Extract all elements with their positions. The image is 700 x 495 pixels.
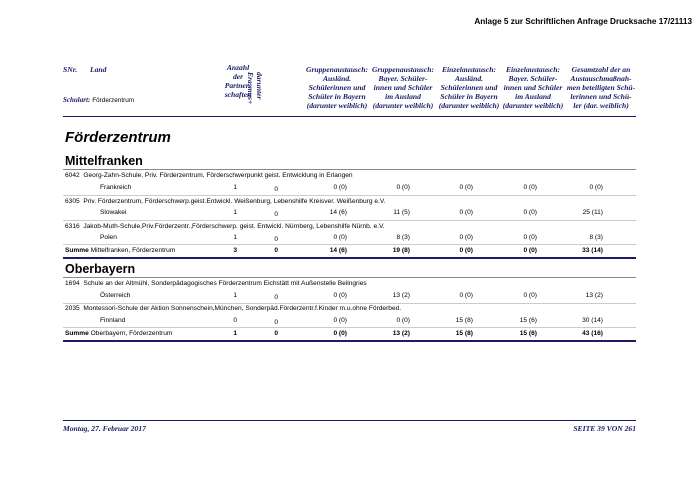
partner-count: 1 <box>233 292 237 299</box>
country-row: Österreich <box>100 292 131 299</box>
header-line: Gruppenaustausch: <box>305 65 369 74</box>
region-divider <box>63 169 636 170</box>
value-cell: 15 (8) <box>455 317 473 324</box>
school-name: Schule an der Altmühl, Sonderpädagogisches Förderzentrum Eichstätt mit Außenstelle Beilngries <box>83 280 367 287</box>
sum-divider <box>63 340 636 342</box>
schulart-label: Schulart: <box>63 96 91 104</box>
sum-value: 0 (0) <box>333 330 347 337</box>
row-divider <box>63 303 636 304</box>
erasmus-count: 0 <box>274 211 278 218</box>
header-line: Schüler in Bayern <box>440 92 498 101</box>
sum-value: 0 (0) <box>523 247 537 254</box>
header-line: Austauschmaßnah- <box>570 74 632 83</box>
header-schulart <box>63 96 134 104</box>
value-cell: 8 (3) <box>589 234 603 241</box>
value-cell: 14 (6) <box>329 209 347 216</box>
header-line: Gesamtzahl der an <box>571 65 631 74</box>
value-cell: 0 (0) <box>333 317 347 324</box>
value-cell: 15 (6) <box>519 317 537 324</box>
school-id: 1694 <box>65 280 80 287</box>
school-name: Georg-Zahn-Schule, Priv. Förderzentrum, Förderschwerpunkt geist. Entwicklung in Erlangen <box>83 172 353 179</box>
sum-value: 43 (16) <box>582 330 603 337</box>
header-line: Einzelaustausch: <box>505 65 561 74</box>
header-erasmus-line: Erasmus+ <box>246 72 255 105</box>
header-erasmus-line: darunter <box>255 72 264 100</box>
footer-divider <box>63 420 636 421</box>
value-cell: 0 (0) <box>396 317 410 324</box>
value-cell: 13 (2) <box>392 292 410 299</box>
region-title: Oberbayern <box>65 262 136 276</box>
value-cell: 8 (3) <box>396 234 410 241</box>
header-line: Schülerinnen und <box>308 83 366 92</box>
header-line: Gruppenaustausch: <box>371 65 435 74</box>
value-cell: 0 (0) <box>589 184 603 191</box>
value-cell: 30 (14) <box>582 317 603 324</box>
header-partner-line: Partner- <box>224 81 252 90</box>
school-name: Priv. Förderzentrum, Förderschwerp.geist.Entwickl. Weißenburg, Lebenshilfe Kreisver. Weißenburg e.V. <box>83 198 386 205</box>
header-line: Schülerinnen und <box>440 83 498 92</box>
sum-erasmus: 0 <box>274 330 278 337</box>
header-divider <box>63 116 636 117</box>
school-row <box>65 280 367 287</box>
header-snr: SNr. <box>63 65 78 74</box>
value-cell: 0 (0) <box>396 184 410 191</box>
sum-value: 15 (8) <box>455 330 473 337</box>
sum-value: 19 (8) <box>392 247 410 254</box>
sum-value: 13 (2) <box>392 330 410 337</box>
header-line: Einzelaustausch: <box>441 65 497 74</box>
value-cell: 0 (0) <box>333 184 347 191</box>
document-title: Anlage 5 zur Schriftlichen Anfrage Drucksache 17/21113 <box>474 17 692 26</box>
header-col-1 <box>304 65 370 110</box>
header-line: Ausländ. <box>454 74 484 83</box>
header-partner-line: der <box>232 72 244 81</box>
header-line: (darunter weiblich) <box>372 101 434 110</box>
value-cell: 13 (2) <box>585 292 603 299</box>
school-row <box>65 223 385 230</box>
partner-count: 1 <box>233 234 237 241</box>
header-line: (darunter weiblich) <box>306 101 368 110</box>
sum-value: 15 (6) <box>519 330 537 337</box>
value-cell: 0 (0) <box>333 292 347 299</box>
value-cell: 0 (0) <box>523 234 537 241</box>
header-col-5 <box>564 65 638 110</box>
value-cell: 11 (5) <box>393 209 410 216</box>
country-row: Slowakei <box>100 209 127 216</box>
sum-label: Summe <box>65 247 89 254</box>
value-cell: 0 (0) <box>459 292 473 299</box>
header-col-3 <box>436 65 502 110</box>
school-name: Jakob-Muth-Schule,Priv.Förderzentr.,Förderschwerp. geist. Entwickl. Nürnberg, Lebenshilfe Nürnb. e.V. <box>83 223 385 230</box>
row-divider <box>63 244 636 245</box>
header-col-4 <box>500 65 566 110</box>
school-row <box>65 198 385 205</box>
country-row: Frankreich <box>100 184 132 191</box>
partner-count: 1 <box>233 184 237 191</box>
header-line: im Ausland <box>515 92 551 101</box>
value-cell: 0 (0) <box>459 234 473 241</box>
header-line: lerinnen und Schü- <box>570 92 632 101</box>
value-cell: 25 (11) <box>582 209 603 216</box>
erasmus-count: 0 <box>274 319 278 326</box>
header-line: men beteiligten Schü- <box>566 83 636 92</box>
sum-partner: 3 <box>233 247 237 254</box>
partner-count: 0 <box>233 317 237 324</box>
school-name: Montessori-Schule der Aktion Sonnenschein,München, Sonderpäd.Förderzentr.f.Kinder m.u.ohne Förderbed. <box>83 305 402 312</box>
row-divider <box>63 195 636 196</box>
sum-row <box>65 330 172 337</box>
header-land: Land <box>90 65 107 74</box>
erasmus-count: 0 <box>274 186 278 193</box>
footer-page: SEITE 39 VON 261 <box>573 424 636 433</box>
country-row: Finnland <box>100 317 126 324</box>
value-cell: 0 (0) <box>523 292 537 299</box>
sum-label: Summe <box>65 330 89 337</box>
school-id: 6305 <box>65 198 80 205</box>
erasmus-count: 0 <box>274 294 278 301</box>
value-cell: 0 (0) <box>459 209 473 216</box>
header-col-2 <box>370 65 436 110</box>
header-line: innen und Schüler <box>373 83 433 92</box>
sum-name: Mittelfranken, Förderzentrum <box>90 247 176 254</box>
header-line: Bayer. Schüler- <box>378 74 428 83</box>
header-line: Schüler in Bayern <box>308 92 366 101</box>
school-id: 6316 <box>65 223 80 230</box>
row-divider <box>63 220 636 221</box>
header-line: im Ausland <box>385 92 421 101</box>
header-line: Ausländ. <box>322 74 352 83</box>
erasmus-count: 0 <box>274 236 278 243</box>
sum-value: 33 (14) <box>582 247 603 254</box>
sum-divider <box>63 257 636 259</box>
footer-date: Montag, 27. Februar 2017 <box>63 424 146 433</box>
schulart-value: Förderzentrum <box>92 97 135 104</box>
row-divider <box>63 327 636 328</box>
header-line: Bayer. Schüler- <box>508 74 558 83</box>
header-line: ler (dar. weiblich) <box>573 101 629 110</box>
school-id: 2035 <box>65 305 80 312</box>
header-erasmus <box>246 72 264 116</box>
value-cell: 0 (0) <box>459 184 473 191</box>
header-line: innen und Schüler <box>503 83 563 92</box>
sum-value: 0 (0) <box>459 247 473 254</box>
header-line: (darunter weiblich) <box>438 101 500 110</box>
sum-name: Oberbayern, Förderzentrum <box>90 330 173 337</box>
sum-value: 14 (6) <box>329 247 347 254</box>
header-partner-line: schaften <box>224 90 252 99</box>
school-id: 6042 <box>65 172 80 179</box>
header-line: (darunter weiblich) <box>502 101 564 110</box>
value-cell: 0 (0) <box>523 209 537 216</box>
value-cell: 0 (0) <box>333 234 347 241</box>
region-divider <box>63 277 636 278</box>
sum-row <box>65 247 175 254</box>
region-title: Mittelfranken <box>65 154 143 168</box>
value-cell: 0 (0) <box>523 184 537 191</box>
header-partner-line: Anzahl <box>226 63 250 72</box>
sum-partner: 1 <box>233 330 237 337</box>
section-title: Förderzentrum <box>65 129 171 146</box>
country-row: Polen <box>100 234 117 241</box>
school-row <box>65 172 353 179</box>
school-row <box>65 305 401 312</box>
partner-count: 1 <box>233 209 237 216</box>
sum-erasmus: 0 <box>274 247 278 254</box>
